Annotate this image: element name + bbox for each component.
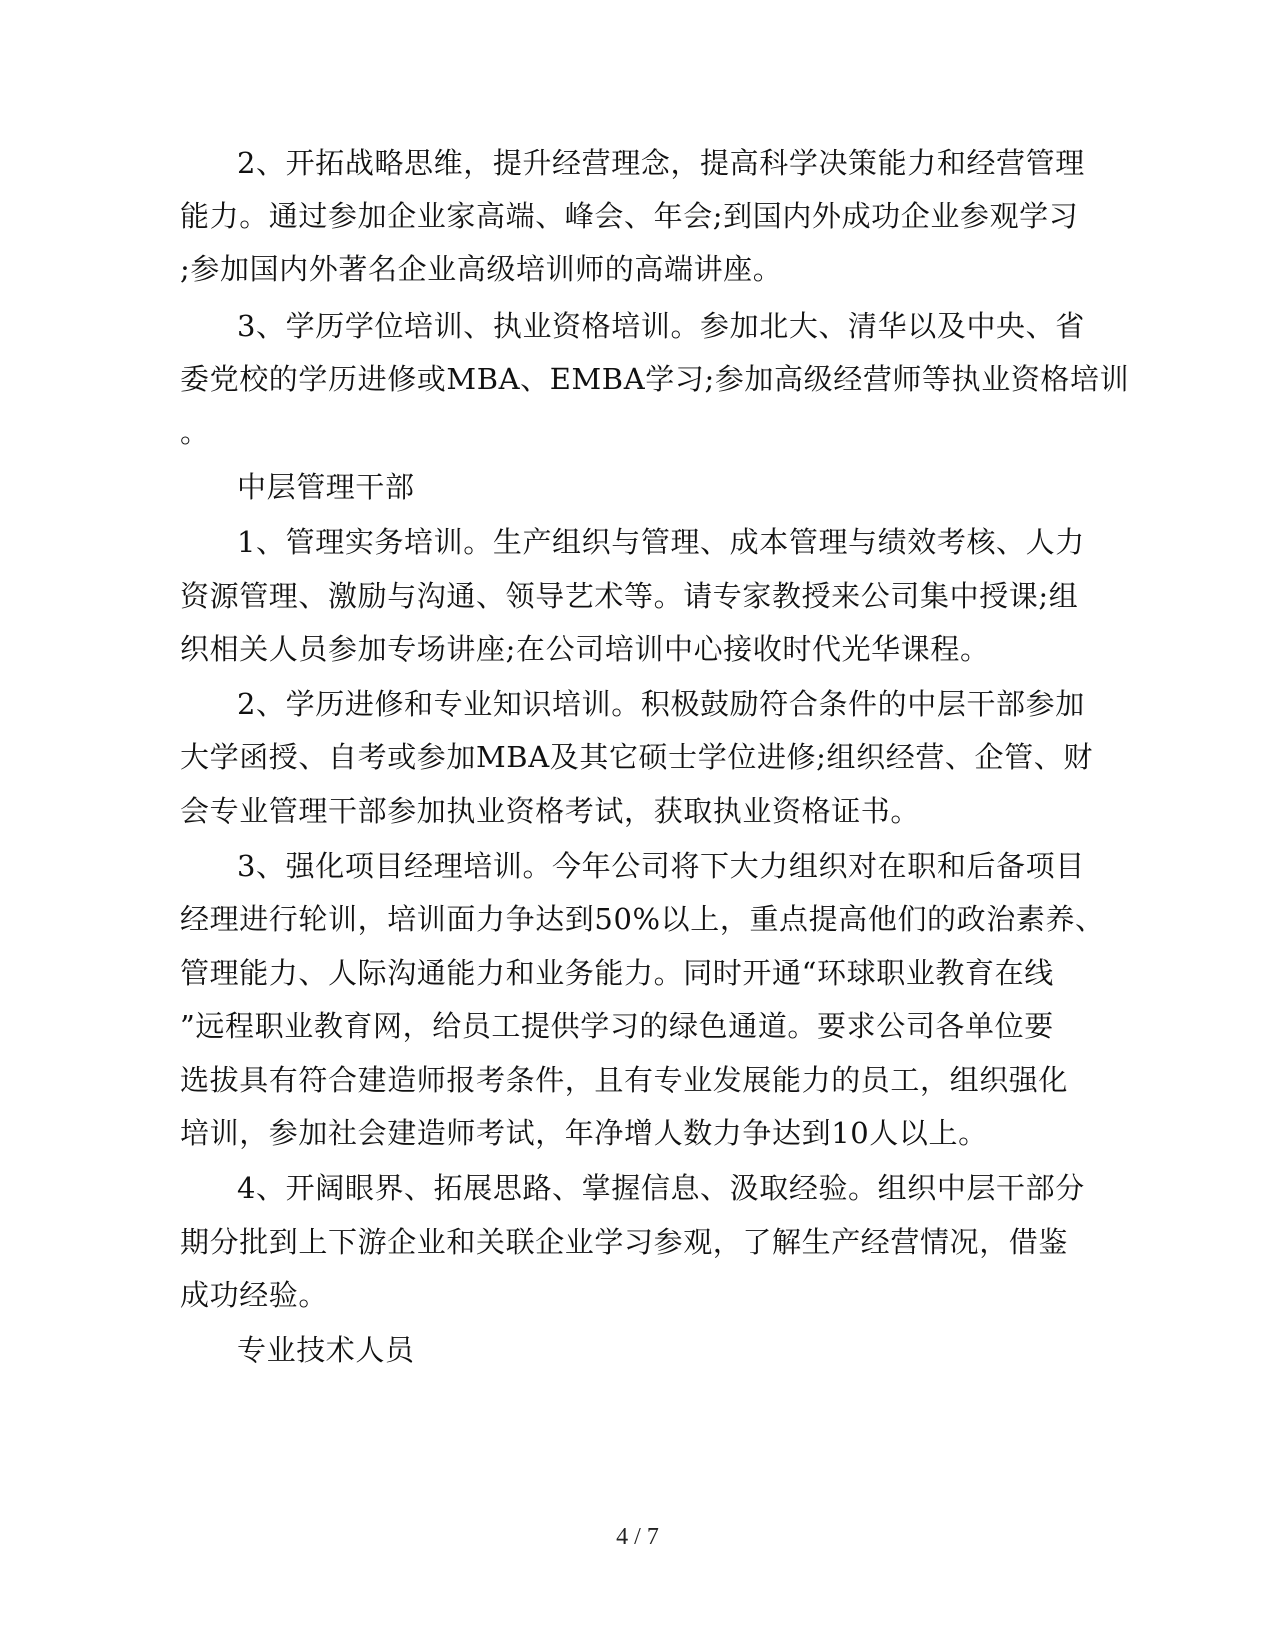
paragraph-line: ”远程职业教育网，给员工提供学习的绿色通道。要求公司各单位要 <box>180 1009 1054 1043</box>
paragraph-line: 2、开拓战略思维，提升经营理念，提高科学决策能力和经营管理 <box>237 146 1085 180</box>
paragraph-line: 资源管理、激励与沟通、领导艺术等。请专家教授来公司集中授课;组 <box>180 579 1079 613</box>
paragraph-line: 3、学历学位培训、执业资格培训。参加北大、清华以及中央、省 <box>237 309 1085 343</box>
paragraph-line: 期分批到上下游企业和关联企业学习参观，了解生产经营情况，借鉴 <box>180 1225 1069 1259</box>
paragraph-line: 4、开阔眼界、拓展思路、掌握信息、汲取经验。组织中层干部分 <box>237 1171 1085 1205</box>
paragraph-line: 能力。通过参加企业家高端、峰会、年会;到国内外成功企业参观学习 <box>180 199 1079 233</box>
paragraph-line: 1、管理实务培训。生产组织与管理、成本管理与绩效考核、人力 <box>237 525 1085 559</box>
page-number: 4 / 7 <box>616 1524 659 1550</box>
section-heading: 专业技术人员 <box>237 1333 415 1367</box>
paragraph-line: 。 <box>180 415 210 449</box>
paragraph-line: 成功经验。 <box>180 1278 329 1312</box>
paragraph-line: 织相关人员参加专场讲座;在公司培训中心接收时代光华课程。 <box>180 632 990 666</box>
paragraph-line: 管理能力、人际沟通能力和业务能力。同时开通“环球职业教育在线 <box>180 956 1054 990</box>
paragraph-line: 会专业管理干部参加执业资格考试，获取执业资格证书。 <box>180 794 921 828</box>
paragraph-line: 大学函授、自考或参加MBA及其它硕士学位进修;组织经营、企管、财 <box>180 740 1093 774</box>
paragraph-line: 培训，参加社会建造师考试，年净增人数力争达到10人以上。 <box>180 1116 988 1150</box>
paragraph-line: 2、学历进修和专业知识培训。积极鼓励符合条件的中层干部参加 <box>237 687 1085 721</box>
section-heading: 中层管理干部 <box>237 470 415 504</box>
paragraph-line: 选拔具有符合建造师报考条件，且有专业发展能力的员工，组织强化 <box>180 1063 1069 1097</box>
paragraph-line: ;参加国内外著名企业高级培训师的高端讲座。 <box>180 252 783 286</box>
paragraph-line: 3、强化项目经理培训。今年公司将下大力组织对在职和后备项目 <box>237 849 1085 883</box>
paragraph-line: 委党校的学历进修或MBA、EMBA学习;参加高级经营师等执业资格培训 <box>180 362 1130 396</box>
paragraph-line: 经理进行轮训，培训面力争达到50%以上，重点提高他们的政治素养、 <box>180 902 1105 936</box>
